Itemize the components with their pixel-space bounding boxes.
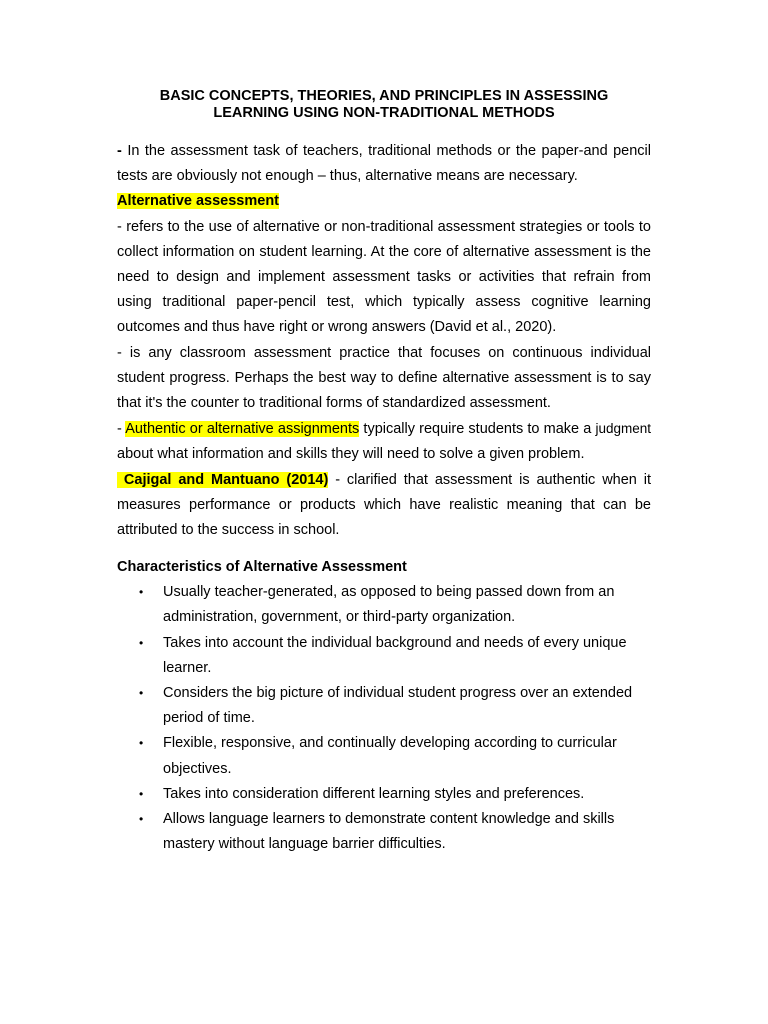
bullet-icon: • xyxy=(139,585,144,600)
list-item-text: Takes into account the individual background and needs of every unique learner. xyxy=(163,634,627,676)
definition-3-mid: typically require students to make a xyxy=(359,421,596,438)
definition-3-rest: about what information and skills they will need to solve a given problem. xyxy=(117,446,585,463)
citation-author: Cajigal and Mantuano (2014) xyxy=(123,471,329,488)
definition-1: - refers to the use of alternative or non-traditional assessment strategies or tools to collect information on student learning. At the core of alternative assessment is the need to design and implement assessment tasks or activities that refrain from using traditional paper-pencil test, which typically assess cognitive learning outcomes and thus have right or wrong answers (David et al., 2020). xyxy=(117,218,651,336)
bullet-icon: • xyxy=(139,635,144,650)
intro-paragraph xyxy=(117,139,651,189)
list-item-text: Takes into consideration different learning styles and preferences. xyxy=(163,785,585,802)
list-item xyxy=(117,681,651,731)
page-title xyxy=(117,88,651,122)
characteristics-list xyxy=(117,580,651,857)
list-item-text: Flexible, responsive, and continually developing according to curricular objectives. xyxy=(163,735,617,777)
list-item-text: Allows language learners to demonstrate content knowledge and skills mastery without language barrier difficulties. xyxy=(163,811,615,853)
intro-dash: - xyxy=(117,143,122,159)
definition-2: - is any classroom assessment practice that focuses on continuous individual student progress. Perhaps the best way to define alternative assessment is to say that it's the counter to traditional forms of standardized assessment. xyxy=(117,344,651,412)
bullet-icon: • xyxy=(139,812,144,827)
definition-3 xyxy=(117,416,651,467)
bullet-icon: • xyxy=(139,786,144,801)
list-item xyxy=(117,580,651,630)
citation-text: - clarified that assessment is authentic when it measures performance or products which have realistic meaning that can be attributed to the success in school. xyxy=(117,471,652,539)
title-line-1: BASIC CONCEPTS, THEORIES, AND PRINCIPLES IN ASSESSING xyxy=(159,88,609,104)
bullet-icon: • xyxy=(139,686,144,701)
alt-assessment-heading: Alternative assessment xyxy=(117,193,279,210)
definition-3-judgment: judgment xyxy=(595,421,651,437)
intro-text: In the assessment task of teachers, traditional methods or the paper-and pencil tests are obviously not enough – thus, alternative means are necessary. xyxy=(117,143,651,185)
list-item-text: Considers the big picture of individual student progress over an extended period of time. xyxy=(163,685,633,727)
characteristics-heading: Characteristics of Alternative Assessment xyxy=(117,559,407,576)
alt-assessment-heading-line xyxy=(117,189,651,214)
list-item xyxy=(117,782,651,807)
citation-highlight xyxy=(117,472,328,488)
bullet-icon: • xyxy=(139,736,144,751)
definition-3-prefix: - xyxy=(117,421,126,438)
list-item xyxy=(117,631,651,681)
citation-paragraph xyxy=(117,468,651,544)
list-item-text: Usually teacher-generated, as opposed to being passed down from an administration, government, or third-party organization. xyxy=(163,584,615,626)
authentic-assignments-highlight: Authentic or alternative assignments xyxy=(125,421,360,438)
title-line-2: LEARNING USING NON-TRADITIONAL METHODS xyxy=(213,105,555,121)
list-item xyxy=(117,731,651,781)
list-item xyxy=(117,807,651,857)
